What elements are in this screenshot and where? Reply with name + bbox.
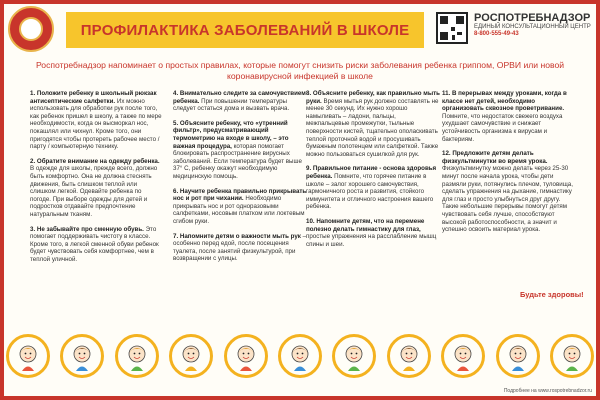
- footer-link[interactable]: Подробнее на www.rospotrebnadzor.ru: [503, 388, 592, 394]
- tip-heading: 8. Объясните ребенку, как правильно мыть руки.: [306, 90, 440, 105]
- tip-item: [173, 233, 307, 263]
- tip-heading: 1. Положите ребенку в школьный рюкзак антисептические салфетки.: [30, 90, 157, 105]
- icon-strip: [6, 334, 594, 386]
- tip-body: простые упражнения на расслабление мышц спины и шеи.: [306, 233, 437, 248]
- tip-item: [306, 165, 440, 211]
- column-1: [30, 90, 164, 270]
- tip-body: – особенно перед едой, после посещения туалета, после занятий физкультурой, при возвращении с улицы.: [173, 232, 307, 263]
- tip-body: Необходимо прикрывать нос и рот одноразовыми салфетками, носовым платком или локтевым сгибом руки.: [173, 195, 305, 225]
- tip-item: [173, 120, 307, 181]
- tip-item: [442, 150, 576, 234]
- tip-item: [173, 188, 307, 226]
- rospotrebnadzor-emblem-icon: [8, 6, 54, 52]
- tip-heading: 10. Напомните детям, что на перемене полезно делать гимнастику для глаз,: [306, 217, 425, 233]
- tip-heading: 5. Объясните ребенку, что «утренний фильтр», предусматривающий термометрию на входе в школу, – это важная процедура,: [173, 119, 289, 150]
- backpack-icon: [6, 334, 50, 378]
- column-3: [306, 90, 440, 255]
- tip-body: Физкультминутку можно делать через 25-30 минут после начала урока, чтобы дети размяли руки, потянулись плечом, туловища, сделать упражнения на дыхание, гимнастику для глаз и просто улыбнуться друг другу. Такие небольшие перерывы помогут детям чувствовать себя лучше, способствуют высокой работоспособности, а значит и успешно освоить материал урока.: [442, 165, 573, 234]
- tip-body: Помните, что недостаток свежего воздуха ухудшает самочувствие и снижает устойчивость организма к вирусам и бактериям.: [442, 112, 563, 143]
- handwashing-icon: [278, 334, 322, 378]
- tip-item: [306, 218, 440, 248]
- agency-phone[interactable]: 8-800-555-49-43: [474, 31, 519, 37]
- tip-heading: 7. Напомните детям о важности мыть рук: [173, 232, 301, 240]
- eye-exercise-icon: [441, 334, 485, 378]
- header: [4, 4, 596, 54]
- slogan: Будьте здоровы!: [520, 290, 584, 299]
- window-ventilation-icon: [496, 334, 540, 378]
- agency-block: [474, 12, 596, 37]
- tip-heading: 9. Правильное питание - основа здоровья ребенка.: [306, 165, 437, 180]
- column-2: [173, 90, 307, 270]
- emblem-center: [19, 17, 43, 41]
- tip-body: Время мытья рук должно составлять не менее 30 секунд. Их нужно хорошо намыливать – ладони, пальцы, межпальцевые промежутки, тыльные поверхности кистей, тщательно ополаскивать теплой проточной водой и просушивать бумажным полотенцем или салфеткой. Также можно пользоваться сушилкой для рук.: [306, 97, 439, 158]
- agency-subtitle: ЕДИНЫЙ КОНСУЛЬТАЦИОННЫЙ ЦЕНТР: [474, 24, 591, 30]
- tip-body: Помните, что горячее питание в школе – залог хорошего самочувствия, гармоничного роста и развития, стойкого иммунитета и отличного настроения вашего ребенка.: [306, 172, 434, 211]
- clothes-icon: [60, 334, 104, 378]
- tip-body: которая помогает блокировать распространение вирусных заболеваний. Если температура будет выше 37° С, ребенку окажут необходимую медицинскую помощь.: [173, 142, 302, 180]
- column-4: [442, 90, 576, 241]
- exercising-child-icon: [550, 334, 594, 378]
- intro-text: Роспотребнадзор напоминает о простых правилах, которые помогут снизить риски заболевания ребенка гриппом, ОРВИ или новой коронавирусной инфекцией в школе: [35, 60, 565, 81]
- soap-icon: [332, 334, 376, 378]
- tip-item: [30, 158, 164, 219]
- tip-item: [30, 226, 164, 264]
- tip-heading: 3. Не забывайте про сменную обувь.: [30, 225, 144, 233]
- tip-body: Это помогает поддерживать чистоту в классе. Кроме того, в легкой сменной обуви ребенок будет чувствовать себя комфортнее, чем в теплой уличной.: [30, 225, 159, 263]
- tip-body: В одежде для школы, прежде всего, должно быть комфортно. Она не должна стеснять движения, быть слишком теплой или слишком легкой. Одевайте ребенка по погоде. При выборе одежды для детей и подростков отдавайте предпочтение натуральным тканям.: [30, 165, 158, 218]
- tip-item: [306, 90, 440, 158]
- title-banner: [66, 12, 424, 48]
- tip-heading: 11. В перерывах между уроками, когда в классе нет детей, необходимо организовать сквозное проветривание.: [442, 90, 567, 113]
- tip-item: [30, 90, 164, 151]
- tip-heading: 12. Предложите детям делать физкультминутки во время урока.: [442, 150, 548, 165]
- thermometer-icon: [169, 334, 213, 378]
- tip-body: Их можно использовать для обработки рук после того, как ребенок пришел в школу, а также по мере необходимости, когда он высморкал нос, покашлял или чихнул. Кроме того, они пригодятся чтобы протереть рабочее место / парту / компьютерную технику.: [30, 97, 162, 151]
- tip-heading: 2. Обратите внимание на одежду ребенка.: [30, 157, 160, 165]
- page-title: ПРОФИЛАКТИКА ЗАБОЛЕВАНИЙ В ШКОЛЕ: [80, 21, 410, 39]
- qr-code-icon[interactable]: [436, 12, 468, 44]
- agency-name: РОСПОТРЕБНАДЗОР: [474, 12, 591, 24]
- tip-item: [442, 90, 576, 143]
- tip-heading: 4. Внимательно следите за самочувствием ребенка.: [173, 90, 306, 105]
- shoes-icon: [115, 334, 159, 378]
- tip-body: При повышении температуры следует остаться дома и вызвать врача.: [173, 97, 290, 113]
- tip-item: [173, 90, 307, 113]
- sneezing-child-icon: [224, 334, 268, 378]
- tip-heading: 6. Научите ребенка правильно прикрывать нос и рот при чихании.: [173, 187, 307, 203]
- lunch-tray-icon: [387, 334, 431, 378]
